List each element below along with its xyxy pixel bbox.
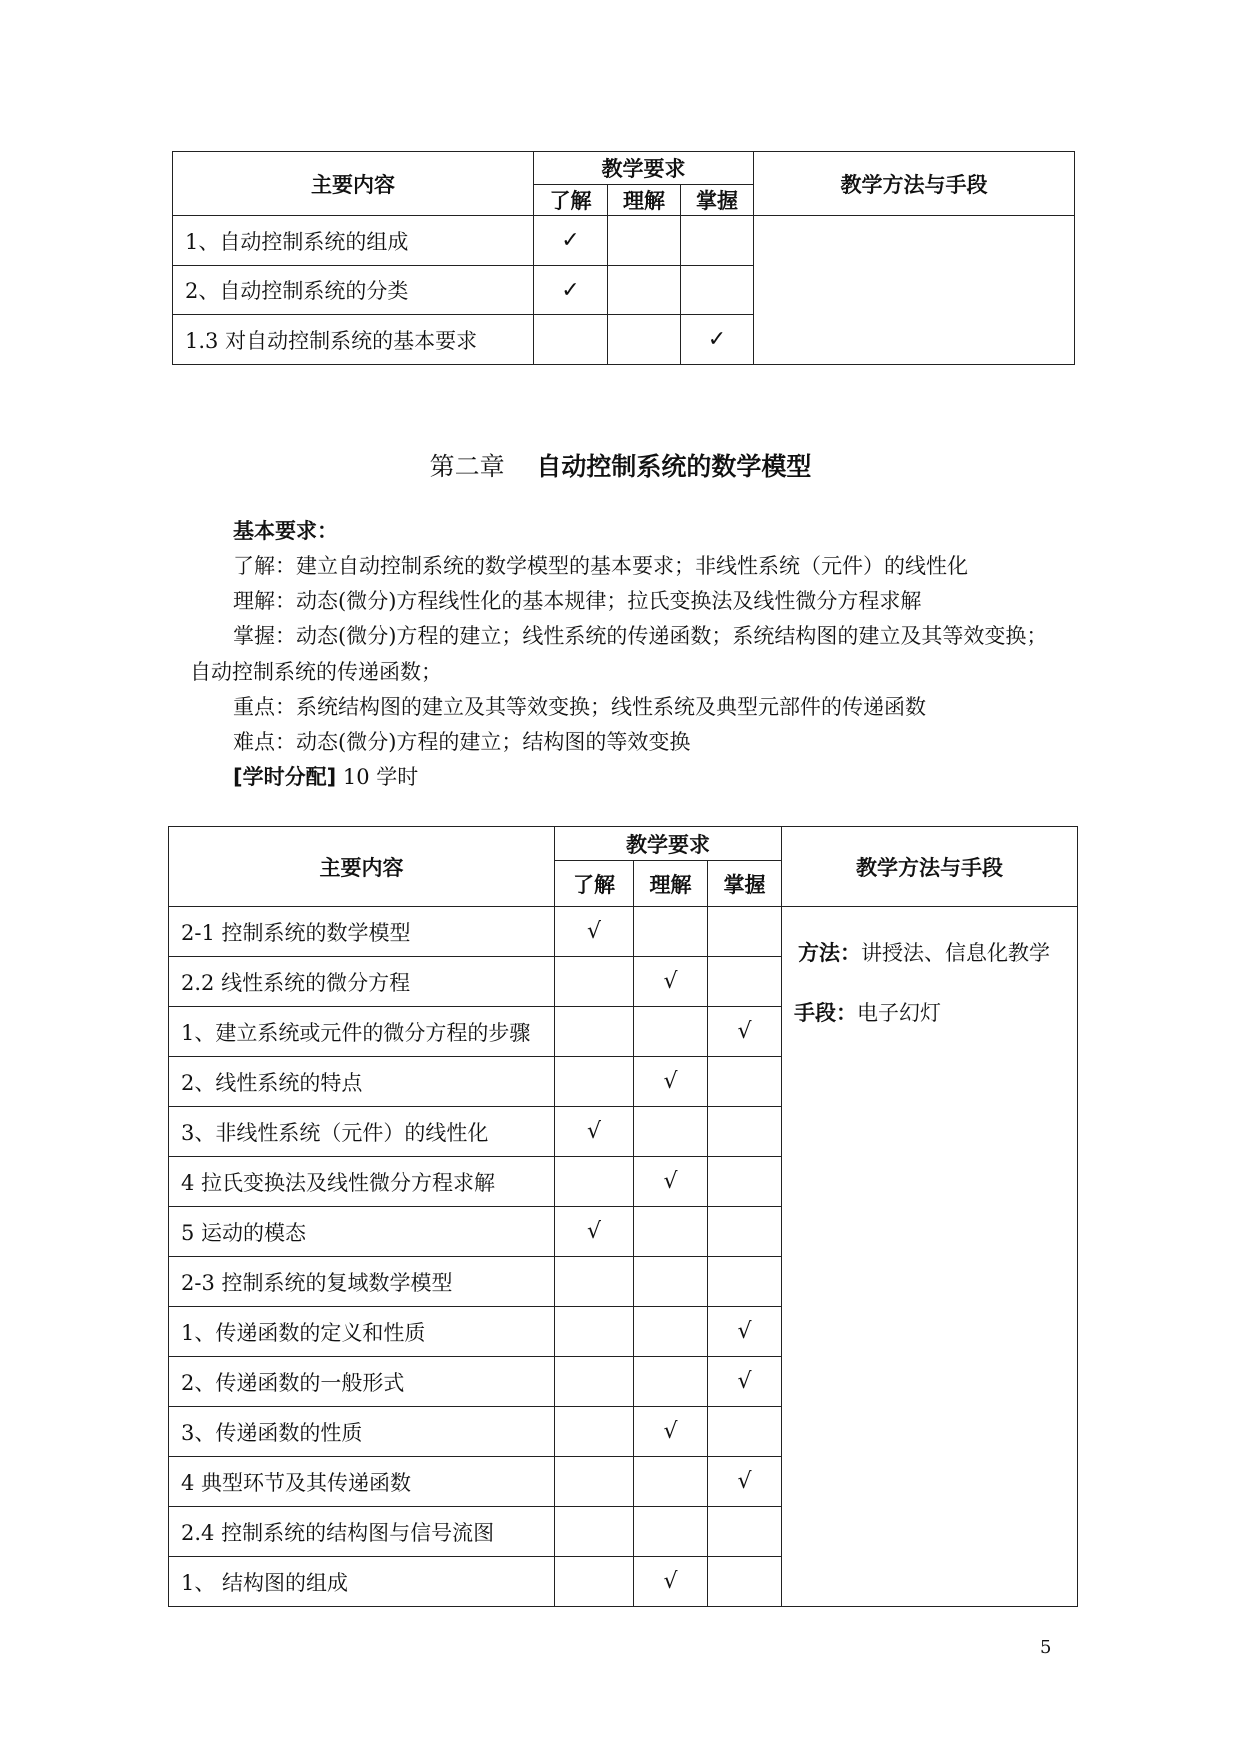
row-label: 2.2 线性系统的微分方程 [169,957,555,1007]
check-master [708,1207,782,1257]
check-master [708,1257,782,1307]
header-content: 主要内容 [173,152,534,216]
row-label: 1、 结构图的组成 [169,1557,555,1607]
header-method: 教学方法与手段 [754,152,1075,216]
check-comprehend [608,266,681,315]
row-label: 2、自动控制系统的分类 [173,266,534,315]
header-master: 掌握 [681,185,754,216]
requirement-master: 掌握：动态(微分)方程的建立；线性系统的传递函数；系统结构图的建立及其等效变换； [233,624,1048,648]
check-master [708,1057,782,1107]
requirement-master-cont: 自动控制系统的传递函数； [190,660,442,684]
check-comprehend [634,907,708,957]
requirement-understand: 了解：建立自动控制系统的数学模型的基本要求；非线性系统（元件）的线性化 [233,554,968,578]
row-label: 1.3 对自动控制系统的基本要求 [173,315,534,365]
chapter-name: 自动控制系统的数学模型 [536,452,812,481]
check-understand [555,1357,634,1407]
check-understand [555,1057,634,1107]
check-understand: ✓ [534,216,608,266]
table-row [173,216,1075,266]
check-comprehend: √ [634,1557,708,1607]
check-understand [555,1457,634,1507]
check-understand: √ [555,1107,634,1157]
row-label: 3、非线性系统（元件）的线性化 [169,1107,555,1157]
check-master: √ [708,1457,782,1507]
page-number: 5 [1040,1637,1052,1658]
header-method: 教学方法与手段 [782,827,1078,907]
check-master: ✓ [681,315,754,365]
check-understand [555,1407,634,1457]
requirement-difficult-points: 难点：动态(微分)方程的建立；结构图的等效变换 [233,730,691,754]
header-master: 掌握 [708,861,782,907]
check-master [708,907,782,957]
header-comprehend: 理解 [634,861,708,907]
check-master [708,1107,782,1157]
check-understand: √ [555,1207,634,1257]
row-label: 4 典型环节及其传递函数 [169,1457,555,1507]
check-master: √ [708,1007,782,1057]
hours-value: 10 学时 [336,765,419,789]
check-understand [555,957,634,1007]
chapter-number: 第二章 [429,452,505,481]
check-master: √ [708,1357,782,1407]
check-comprehend [634,1307,708,1357]
check-understand [555,1257,634,1307]
requirement-key-points: 重点：系统结构图的建立及其等效变换；线性系统及典型元部件的传递函数 [233,695,926,719]
check-master [708,1507,782,1557]
header-requirements: 教学要求 [534,152,754,185]
header-understand: 了解 [555,861,634,907]
row-label: 1、自动控制系统的组成 [173,216,534,266]
check-master: √ [708,1307,782,1357]
check-comprehend [634,1457,708,1507]
check-comprehend: √ [634,957,708,1007]
chapter-title [0,447,1241,483]
check-comprehend: √ [634,1407,708,1457]
teaching-means [794,997,941,1027]
check-understand: √ [555,907,634,957]
means-label: 手段： [794,1001,857,1025]
header-understand: 了解 [534,185,608,216]
check-master [708,1157,782,1207]
requirements-heading: 基本要求： [233,519,338,543]
check-understand [534,315,608,365]
check-comprehend [608,315,681,365]
header-comprehend: 理解 [608,185,681,216]
check-understand [555,1507,634,1557]
row-label: 2、线性系统的特点 [169,1057,555,1107]
teaching-method [798,937,1050,967]
row-label: 1、传递函数的定义和性质 [169,1307,555,1357]
check-comprehend [634,1207,708,1257]
check-master [708,957,782,1007]
check-understand [555,1557,634,1607]
check-comprehend [634,1357,708,1407]
row-label: 2-1 控制系统的数学模型 [169,907,555,957]
check-understand [555,1007,634,1057]
row-label: 2、传递函数的一般形式 [169,1357,555,1407]
check-master [708,1407,782,1457]
header-requirements: 教学要求 [555,827,782,861]
check-understand [555,1157,634,1207]
method-label: 方法： [798,941,861,965]
check-comprehend: √ [634,1057,708,1107]
header-content: 主要内容 [169,827,555,907]
check-comprehend [634,1007,708,1057]
check-comprehend [634,1107,708,1157]
row-label: 2.4 控制系统的结构图与信号流图 [169,1507,555,1557]
check-understand: ✓ [534,266,608,315]
check-master [708,1557,782,1607]
check-comprehend: √ [634,1157,708,1207]
check-master [681,266,754,315]
row-label: 3、传递函数的性质 [169,1407,555,1457]
row-label: 4 拉氏变换法及线性微分方程求解 [169,1157,555,1207]
check-comprehend [634,1507,708,1557]
row-label: 2-3 控制系统的复域数学模型 [169,1257,555,1307]
check-understand [555,1307,634,1357]
method-cell [754,216,1075,365]
hours-label: [学时分配] [233,765,337,789]
method-value: 讲授法、信息化教学 [861,941,1050,965]
means-value: 电子幻灯 [857,1001,941,1025]
row-label: 1、建立系统或元件的微分方程的步骤 [169,1007,555,1057]
requirement-comprehend: 理解：动态(微分)方程线性化的基本规律；拉氏变换法及线性微分方程求解 [233,589,922,613]
course-table-chapter1 [172,151,1075,365]
check-master [681,216,754,266]
hours-allocation [233,761,418,791]
row-label: 5 运动的模态 [169,1207,555,1257]
check-comprehend [634,1257,708,1307]
check-comprehend [608,216,681,266]
